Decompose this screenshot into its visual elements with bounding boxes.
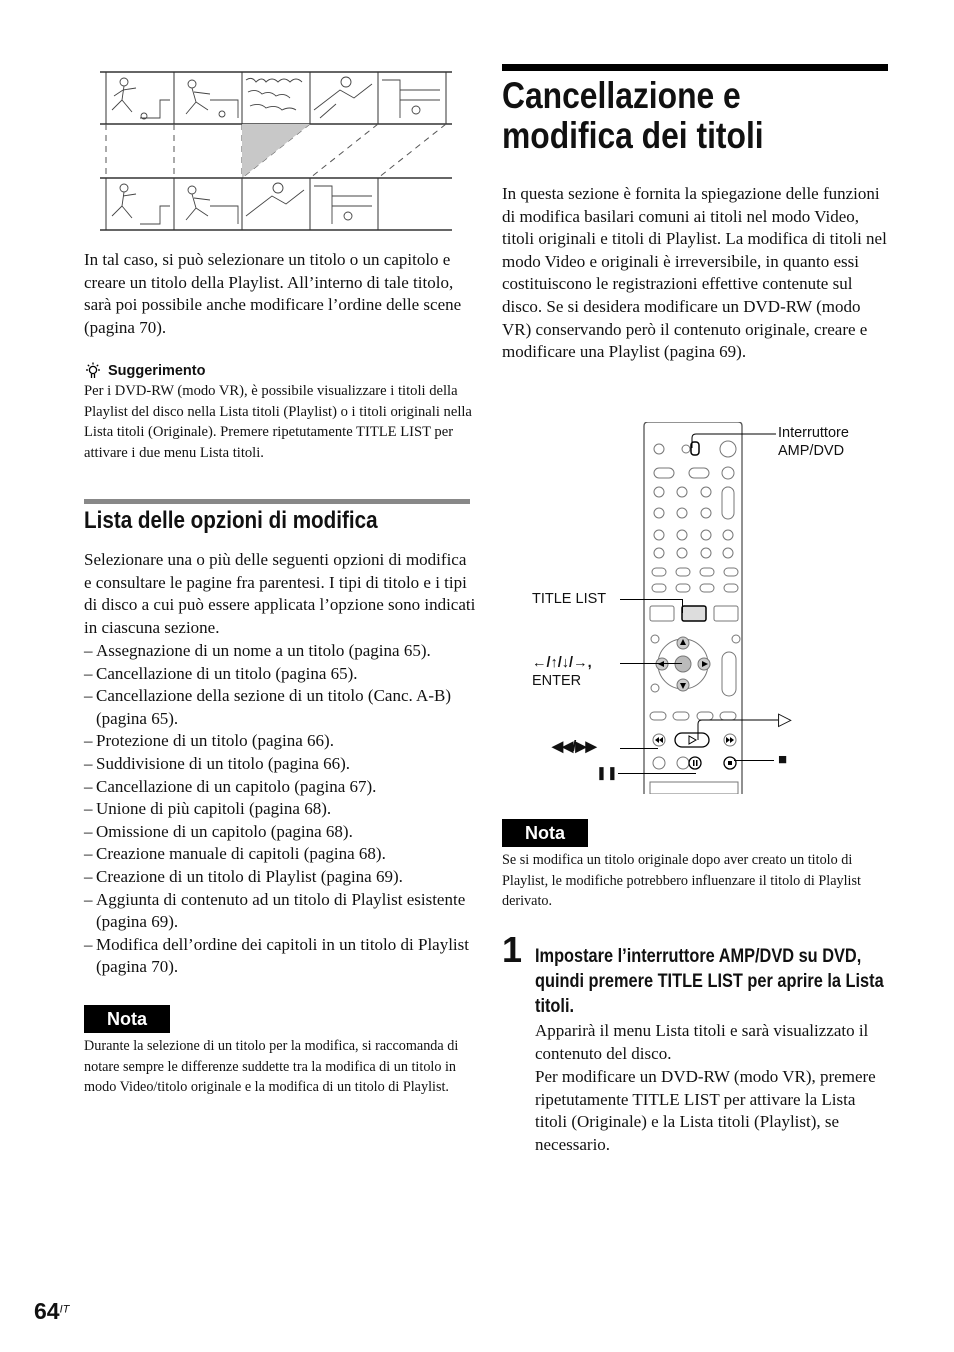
nota-label: Nota xyxy=(84,1005,170,1033)
list-item: – Omissione di un capitolo (pagina 68). xyxy=(84,821,480,844)
right-intro: In questa sezione è fornita la spiegazione delle funzioni di modifica basilari comuni ai titoli nel modo Video, titoli originali e titoli di Playlist. La modifica di titoli nel modo Video e originali è irreversibile, in quanto essi costituiscono le registrazioni effettive contenute sul disco. Se si desidera modificare un DVD-RW (modo VR) conservando però il contenuto originale, creare e modificare una Playlist (pagina 69). xyxy=(502,184,887,362)
section-rule xyxy=(84,499,470,504)
step-number: 1 xyxy=(502,929,523,970)
title-list-callout-tick xyxy=(682,599,683,613)
film-strip-illustration xyxy=(100,70,452,232)
list-item: – Protezione di un titolo (pagina 66). xyxy=(84,730,480,753)
edit-options-list xyxy=(84,640,480,979)
list-item: – Assegnazione di un nome a un titolo (pagina 65). xyxy=(84,640,480,663)
list-item: – Modifica dell’ordine dei capitoli in un titolo di Playlist (pagina 70). xyxy=(84,934,480,979)
list-item: – Aggiunta di contenuto ad un titolo di Playlist esistente (pagina 69). xyxy=(84,889,480,934)
nota-text-right: Se si modifica un titolo originale dopo aver creato un titolo di Playlist, le modifiche potrebbero influenzare il titolo di Playlist derivato. xyxy=(502,852,861,909)
title-rule xyxy=(502,64,888,71)
lightbulb-icon xyxy=(84,362,102,380)
amp-dvd-label-line2: AMP/DVD xyxy=(778,443,845,459)
rew-ff-callout-line xyxy=(620,748,658,749)
step-heading: Impostare l’interruttore AMP/DVD su DVD, quindi premere TITLE LIST per aprire la Lista titoli. xyxy=(535,946,884,1017)
pause-label: ❚❚ xyxy=(596,765,618,780)
enter-label: ENTER xyxy=(532,673,582,689)
enter-callout-line xyxy=(620,663,682,664)
page-title: Cancellazione e modifica dei titoli xyxy=(502,75,764,156)
list-item: – Creazione di un titolo di Playlist (pagina 69). xyxy=(84,866,480,889)
list-item: – Creazione manuale di capitoli (pagina 68). xyxy=(84,843,480,866)
rew-ff-label: ◀◀/▶▶ xyxy=(552,739,596,755)
title-list-callout-line xyxy=(620,599,682,600)
step-text-2: Per modificare un DVD-RW (modo VR), premere ripetutamente TITLE LIST per attivare la Lista titoli (Originale) e la Lista titoli (Playlist), se necessario. xyxy=(535,1067,876,1154)
tip-text: Per i DVD-RW (modo VR), è possibile visualizzare i titoli della Playlist del disco nella Lista titoli (Playlist) o i titoli originali nella Lista titoli (Originale). Premere ripetutamente TITLE LIST per attivare i due menu Lista titoli. xyxy=(84,383,472,461)
list-item: – Unione di più capitoli (pagina 68). xyxy=(84,798,480,821)
nota-label-right: Nota xyxy=(502,819,588,847)
list-item: – Suddivisione di un titolo (pagina 66). xyxy=(84,753,480,776)
page-number xyxy=(34,1298,69,1325)
amp-dvd-label-line1: Interruttore xyxy=(778,425,849,441)
section-intro: Selezionare una o più delle seguenti opzioni di modifica e consultare le pagine fra parentesi. I tipi di titolo e i tipi di disco a cui può essere applicata l’opzione sono indicati in ciascuna sezione. xyxy=(84,550,476,637)
amp-dvd-switch-label xyxy=(778,424,849,460)
intro-paragraph: In tal caso, si può selezionare un titolo o un capitolo e creare un titolo della Playlist. All’interno di tale titolo, sarà poi possibile anche modificare l’ordine delle scene (pagina 70). xyxy=(84,250,462,337)
tip-title: Suggerimento xyxy=(108,363,206,379)
play-callout-line xyxy=(694,716,778,742)
step-text-1: Apparirà il menu Lista titoli e sarà visualizzato il contenuto del disco. xyxy=(535,1021,869,1063)
title-list-label: TITLE LIST xyxy=(532,591,607,607)
list-item: – Cancellazione della sezione di un titolo (Canc. A-B) (pagina 65). xyxy=(84,685,480,730)
tip-block xyxy=(84,361,474,463)
section-heading: Lista delle opzioni di modifica xyxy=(84,507,378,534)
pause-callout-line xyxy=(618,773,696,774)
page-number-suffix: IT xyxy=(59,1303,70,1316)
list-item: – Cancellazione di un capitolo (pagina 67). xyxy=(84,776,480,799)
nota-text: Durante la selezione di un titolo per la modifica, si raccomanda di notare sempre le differenze suddette tra la modifica di un titolo in modo Video/titolo originale e la modifica di un titolo di Playlist. xyxy=(84,1038,459,1095)
page-number-value: 64 xyxy=(34,1298,60,1324)
stop-callout-line xyxy=(734,760,774,761)
amp-dvd-callout-line xyxy=(690,428,776,450)
stop-label: ■ xyxy=(778,751,788,768)
arrows-label: ←/↑/↓/→, xyxy=(532,655,592,671)
play-label: ▷ xyxy=(778,709,792,729)
list-item: – Cancellazione di un titolo (pagina 65). xyxy=(84,663,480,686)
